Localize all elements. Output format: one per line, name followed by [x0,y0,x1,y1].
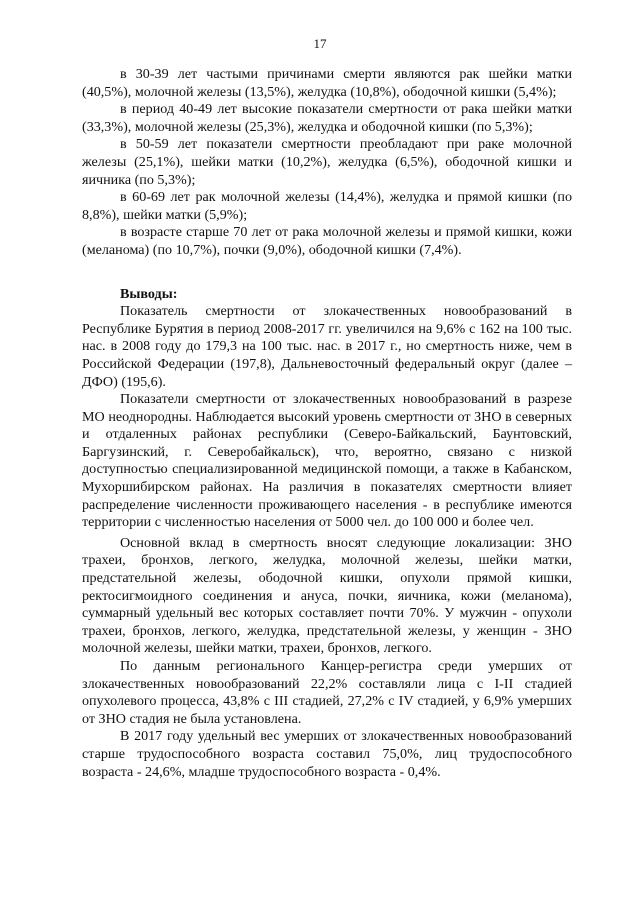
conclusion-paragraph-3: Основной вклад в смертность вносят следующие локализации: ЗНО трахеи, бронхов, легкого, желудка, молочной железы, шейки матки, предстательной железы, ободочной кишки, опухоли прямой кишки, ректосигмоидного соединения и ануса, почки, яичника, кожи (меланома), суммарный удельный вес которых составляет почти 70%. У мужчин - опухоли трахеи, бронхов, легкого, желудка, предстательной железы, у женщин - ЗНО молочной железы, шейки матки, трахеи, бронхов, легкого. [82,534,572,657]
list-item-age-40-49: в период 40-49 лет высокие показатели смертности от рака шейки матки (33,3%), молочной железы (25,3%), желудка и ободочной кишки (по 5,3%); [82,101,572,135]
conclusion-paragraph-4: По данным регионального Канцер-регистра среди умерших от злокачественных новообразований 22,2% составляли лица с I-II стадией опухолевого процесса, 43,8% с III стадией, 27,2% с IV стадией, у 6,9% умерших от ЗНО стадия не была установлена. [82,658,572,727]
list-item-age-30-39: в 30-39 лет частыми причинами смерти являются рак шейки матки (40,5%), молочной железы (13,5%), желудка (10,8%), ободочной кишки (5,4%); [82,66,572,100]
page-content [82,66,572,781]
conclusion-paragraph-5: В 2017 году удельный вес умерших от злокачественных новообразований старше трудоспособного возраста составил 75,0%, лиц трудоспособного возраста - 24,6%, младше трудоспособного возраста - 0,4%. [82,728,572,780]
conclusion-paragraph-2: Показатели смертности от злокачественных новообразований в разрезе МО неоднородны. Наблюдается высокий уровень смертности от ЗНО в северных и отдаленных районах республики (Северо-Байкальский, Баунтовский, Баргузинский, г. Северобайкальск), что, вероятно, связано с низкой доступностью специализированной медицинской помощи, а также в Кабанском, Мухоршибирском районах. На различия в показателях смертности влияет распределение численности проживающего населения - в республике имеются территории с численностью населения от 5000 чел. до 100 000 и более чел. [82,391,572,531]
conclusion-paragraph-1: Показатель смертности от злокачественных новообразований в Республике Бурятия в период 2008-2017 гг. увеличился на 9,6% с 162 на 100 тыс. нас. в 2008 году до 179,3 на 100 тыс. нас. в 2017 г., но смертность ниже, чем в Российской Федерации (197,8), Дальневосточный федеральный округ (далее – ДФО) (195,6). [82,303,572,390]
list-item-age-60-69: в 60-69 лет рак молочной железы (14,4%), желудка и прямой кишки (по 8,8%), шейки матки (5,9%); [82,189,572,223]
list-item-age-70-plus: в возрасте старше 70 лет от рака молочной железы и прямой кишки, кожи (меланома) (по 10,7%), почки (9,0%), ободочной кишки (7,4%). [82,224,572,258]
list-item-age-50-59: в 50-59 лет показатели смертности преобладают при раке молочной железы (25,1%), шейки матки (10,2%), желудка (6,5%), ободочной кишки и яичника (по 5,3%); [82,136,572,188]
conclusions-heading: Выводы: [120,285,178,302]
page-number: 17 [313,36,327,51]
